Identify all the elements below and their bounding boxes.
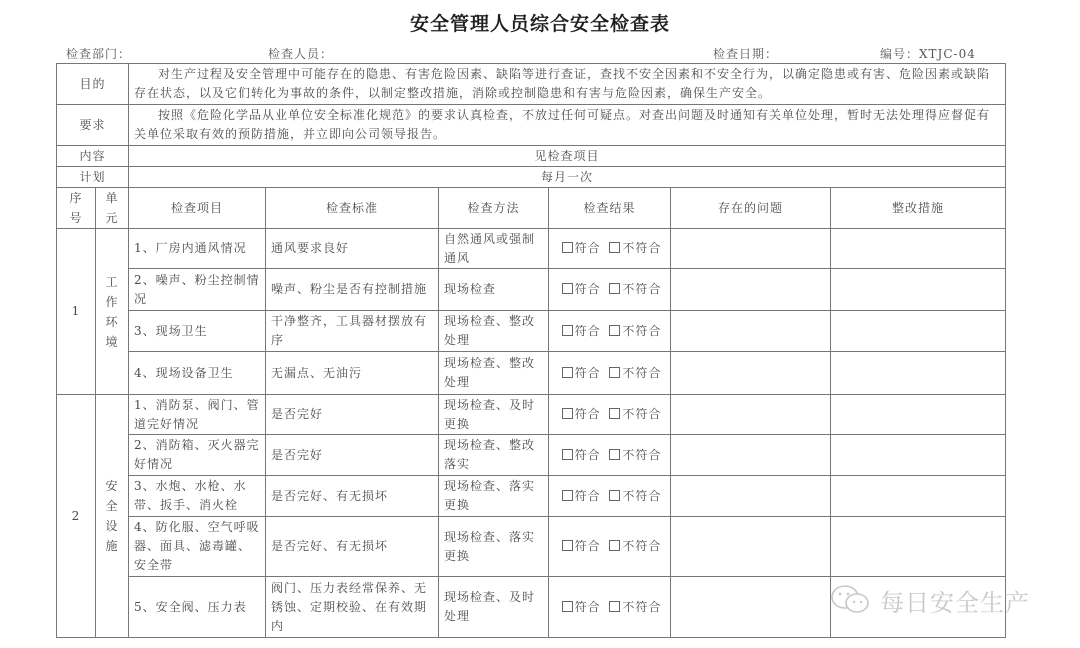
plan-label: 计划: [57, 167, 129, 188]
requirement-text: 按照《危险化学品从业单位安全标准化规范》的要求认真检查，不放过任何可疑点。对查出问题及时通知有关单位处理，暂时无法处理得应督促有关单位采取有效的预防措施，并立即向公司领导报告。: [129, 105, 1006, 146]
group-unit: 工作环境: [105, 274, 119, 349]
department-label: 检查部门：: [66, 47, 132, 61]
check-standard: 干净整齐，工具器材摆放有序: [266, 311, 439, 352]
check-item: 4、防化服、空气呼吸器、面具、滤毒罐、安全带: [129, 517, 266, 577]
result-cell: [549, 435, 671, 476]
measure-cell[interactable]: [831, 229, 1006, 269]
header-result: 检查结果: [549, 188, 671, 229]
watermark: [828, 582, 1030, 618]
fail-label: 不符合: [622, 365, 662, 380]
pass-label: 符合: [574, 365, 601, 380]
measure-cell[interactable]: [831, 352, 1006, 395]
fail-checkbox[interactable]: [609, 242, 620, 253]
problem-cell[interactable]: [671, 229, 831, 269]
pass-label: 符合: [574, 599, 601, 614]
requirement-row: [57, 105, 1006, 146]
fail-checkbox[interactable]: [609, 540, 620, 551]
pass-label: 符合: [574, 282, 601, 296]
pass-label: 符合: [574, 323, 601, 338]
result-cell: [549, 577, 671, 638]
fail-checkbox[interactable]: [609, 449, 620, 460]
table-row: [57, 435, 1006, 476]
fail-label: 不符合: [622, 488, 662, 503]
header-measure: 整改措施: [831, 188, 1006, 229]
pass-label: 符合: [574, 447, 601, 462]
check-item: 2、噪声、粉尘控制情况: [129, 269, 266, 311]
check-standard: 是否完好: [266, 395, 439, 435]
measure-cell[interactable]: [831, 517, 1006, 577]
table-row: [57, 352, 1006, 395]
watermark-text: 每日安全生产: [880, 588, 1030, 617]
result-cell: [549, 311, 671, 352]
problem-cell[interactable]: [671, 311, 831, 352]
check-item: 3、水炮、水枪、水带、扳手、消火栓: [129, 476, 266, 517]
check-method: 现场检查、整改落实: [439, 435, 549, 476]
content-label: 内容: [57, 146, 129, 167]
fail-checkbox[interactable]: [609, 283, 620, 294]
wechat-icon: [828, 583, 874, 617]
header-seq: 序号: [69, 191, 83, 225]
content-text: 见检查项目: [129, 146, 1006, 167]
check-method: 现场检查、落实更换: [439, 476, 549, 517]
group-seq: 1: [57, 229, 96, 395]
problem-cell[interactable]: [671, 269, 831, 311]
check-method: 现场检查、落实更换: [439, 517, 549, 577]
pass-checkbox[interactable]: [562, 242, 573, 253]
code-label: 编号：XTJC-04: [880, 47, 976, 61]
check-standard: 噪声、粉尘是否有控制措施: [266, 269, 439, 311]
purpose-text: 对生产过程及安全管理中可能存在的隐患、有害危险因素、缺陷等进行查证，查找不安全因素和不安全行为，以确定隐患或有害、危险因素或缺陷存在状态，以及它们转化为事故的条件，以制定整改措施，消除或控制隐患和有害与危险因素，确保生产安全。: [129, 64, 1006, 105]
check-standard: 阀门、压力表经常保养、无锈蚀、定期校验、在有效期内: [266, 577, 439, 638]
table-row: [57, 311, 1006, 352]
header-method: 检查方法: [439, 188, 549, 229]
pass-checkbox[interactable]: [562, 325, 573, 336]
plan-row: [57, 167, 1006, 188]
inspection-table: [56, 63, 1006, 638]
table-row: [57, 269, 1006, 311]
pass-label: 符合: [574, 488, 601, 503]
check-item: 5、安全阀、压力表: [129, 577, 266, 638]
purpose-label: 目的: [57, 64, 129, 105]
table-row: [57, 395, 1006, 435]
problem-cell[interactable]: [671, 435, 831, 476]
check-item: 1、消防泵、阀门、管道完好情况: [129, 395, 266, 435]
table-row: [57, 229, 1006, 269]
fail-checkbox[interactable]: [609, 408, 620, 419]
fail-label: 不符合: [622, 447, 662, 462]
check-method: 现场检查、整改处理: [439, 352, 549, 395]
result-cell: [549, 352, 671, 395]
fail-label: 不符合: [622, 539, 662, 553]
pass-checkbox[interactable]: [562, 449, 573, 460]
problem-cell[interactable]: [671, 352, 831, 395]
header-problem: 存在的问题: [671, 188, 831, 229]
check-standard: 通风要求良好: [266, 229, 439, 269]
fail-label: 不符合: [622, 407, 662, 421]
purpose-row: [57, 64, 1006, 105]
measure-cell[interactable]: [831, 269, 1006, 311]
measure-cell[interactable]: [831, 435, 1006, 476]
column-header-row: [57, 188, 1006, 229]
pass-checkbox[interactable]: [562, 283, 573, 294]
result-cell: [549, 395, 671, 435]
fail-label: 不符合: [622, 599, 662, 614]
fail-checkbox[interactable]: [609, 490, 620, 501]
table-row: [57, 517, 1006, 577]
result-cell: [549, 229, 671, 269]
measure-cell[interactable]: [831, 476, 1006, 517]
check-standard: 是否完好、有无损坏: [266, 517, 439, 577]
measure-cell[interactable]: [831, 311, 1006, 352]
pass-label: 符合: [574, 241, 601, 255]
page-title: 安全管理人员综合安全检查表: [409, 13, 670, 35]
group-unit: 安全设施: [105, 479, 119, 553]
problem-cell[interactable]: [671, 577, 831, 638]
check-method: 自然通风或强制通风: [439, 229, 549, 269]
check-item: 4、现场设备卫生: [129, 352, 266, 395]
check-method: 现场检查、整改处理: [439, 311, 549, 352]
fail-label: 不符合: [622, 241, 662, 255]
check-standard: 无漏点、无油污: [266, 352, 439, 395]
check-item: 3、现场卫生: [129, 311, 266, 352]
result-cell: [549, 517, 671, 577]
problem-cell[interactable]: [671, 395, 831, 435]
header-standard: 检查标准: [266, 188, 439, 229]
check-item: 2、消防箱、灭火器完好情况: [129, 435, 266, 476]
pass-label: 符合: [574, 539, 601, 553]
fail-checkbox[interactable]: [609, 601, 620, 612]
header-item: 检查项目: [129, 188, 266, 229]
pass-checkbox[interactable]: [562, 490, 573, 501]
group-seq: 2: [57, 395, 96, 638]
inspector-label: 检查人员：: [268, 47, 334, 61]
check-method: 现场检查: [439, 269, 549, 311]
fail-checkbox[interactable]: [609, 367, 620, 378]
requirement-label: 要求: [57, 105, 129, 146]
check-standard: 是否完好、有无损坏: [266, 476, 439, 517]
check-item: 1、厂房内通风情况: [129, 229, 266, 269]
result-cell: [549, 269, 671, 311]
pass-checkbox[interactable]: [562, 540, 573, 551]
content-row: [57, 146, 1006, 167]
result-cell: [549, 476, 671, 517]
date-label: 检查日期：: [713, 47, 779, 61]
header-unit: 单元: [105, 191, 119, 225]
check-method: 现场检查、及时处理: [439, 577, 549, 638]
fail-checkbox[interactable]: [609, 325, 620, 336]
pass-checkbox[interactable]: [562, 408, 573, 419]
check-standard: 是否完好: [266, 435, 439, 476]
check-method: 现场检查、及时更换: [439, 395, 549, 435]
problem-cell[interactable]: [671, 517, 831, 577]
pass-checkbox[interactable]: [562, 601, 573, 612]
measure-cell[interactable]: [831, 395, 1006, 435]
fail-label: 不符合: [622, 282, 662, 296]
pass-checkbox[interactable]: [562, 367, 573, 378]
pass-label: 符合: [574, 407, 601, 421]
plan-text: 每月一次: [129, 167, 1006, 188]
problem-cell[interactable]: [671, 476, 831, 517]
table-row: [57, 476, 1006, 517]
fail-label: 不符合: [622, 323, 662, 338]
